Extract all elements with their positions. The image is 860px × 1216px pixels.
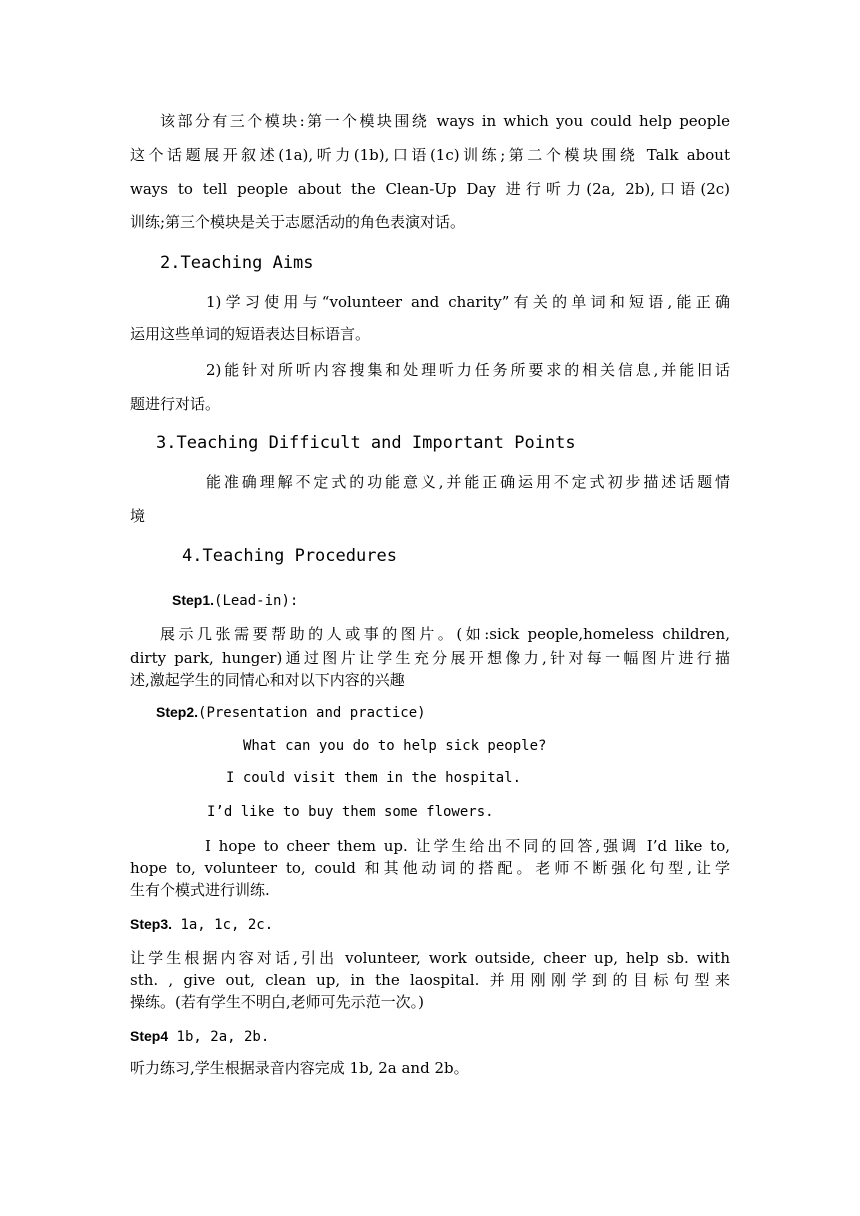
aims-item1-line-1: 1)学习使用与“volunteer and charity”有关的单词和短语,能正确 [206,293,730,311]
step1-line-2: dirty park, hunger)通过图片让学生充分展开想像力,针对每一幅图片进行描 [130,649,730,667]
intro-line-2: 这个话题展开叙述(1a),听力(1b),口语(1c)训练;第二个模块围绕 Talk about [130,146,730,164]
section-heading-procedures: 4.Teaching Procedures [182,546,397,566]
intro-line-4: 训练;第三个模块是关于志愿活动的角色表演对话。 [130,213,466,231]
step1-line-1: 展示几张需要帮助的人或事的图片。(如:sick people,homeless children, [160,625,730,643]
step2-dialogue-3: I’d like to buy them some flowers. [207,804,494,820]
section-heading-aims: 2.Teaching Aims [160,253,314,273]
aims-item1-line-2: 运用这些单词的短语表达目标语言。 [130,325,371,343]
step4-line-1: 听力练习,学生根据录音内容完成 1b, 2a and 2b。 [130,1059,469,1077]
step1-line-3: 述,激起学生的同情心和对以下内容的兴趣 [130,671,405,689]
step2-line-2: hope to, volunteer to, could 和其他动词的搭配。老师不断强化句型,让学 [130,859,730,877]
step3-title: 1a, 1c, 2c. [172,917,274,933]
step2-label: Step2. [156,704,199,720]
step3-line-3: 操练。(若有学生不明白,老师可先示范一次。) [130,993,424,1011]
section-heading-points: 3.Teaching Difficult and Important Points [156,433,576,453]
step1-heading [172,590,572,611]
aims-item2-line-2: 题进行对话。 [130,395,221,413]
step4-label: Step4 [130,1028,169,1044]
intro-line-1: 该部分有三个模块:第一个模块围绕 ways in which you could help people [160,112,730,130]
step2-title: (Presentation and practice) [198,705,426,721]
step3-line-2: sth. , give out, clean up, in the laospital. 并用刚刚学到的目标句型来 [130,971,730,989]
step2-dialogue-1: What can you do to help sick people? [243,738,547,754]
step3-label: Step3. [130,916,173,932]
intro-line-3: ways to tell people about the Clean-Up Day 进行听力(2a, 2b),口语(2c) [130,180,730,198]
points-line-1: 能准确理解不定式的功能意义,并能正确运用不定式初步描述话题情 [206,473,730,491]
step1-label: Step1. [172,592,215,608]
step3-line-1: 让学生根据内容对话,引出 volunteer, work outside, cheer up, help sb. with [130,949,730,967]
step3-heading [130,914,530,935]
aims-item2-line-1: 2)能针对所听内容搜集和处理听力任务所要求的相关信息,并能旧话 [206,361,730,379]
step2-dialogue-2: I could visit them in the hospital. [226,770,522,786]
step2-heading [156,702,556,723]
step4-heading [130,1026,530,1047]
points-line-2: 境 [130,507,146,525]
step2-line-3: 生有个模式进行训练. [130,881,270,899]
step1-title: (Lead-in): [214,593,299,609]
step2-line-1: I hope to cheer them up. 让学生给出不同的回答,强调 I’d like to, [205,837,730,855]
step4-title: 1b, 2a, 2b. [168,1029,270,1045]
